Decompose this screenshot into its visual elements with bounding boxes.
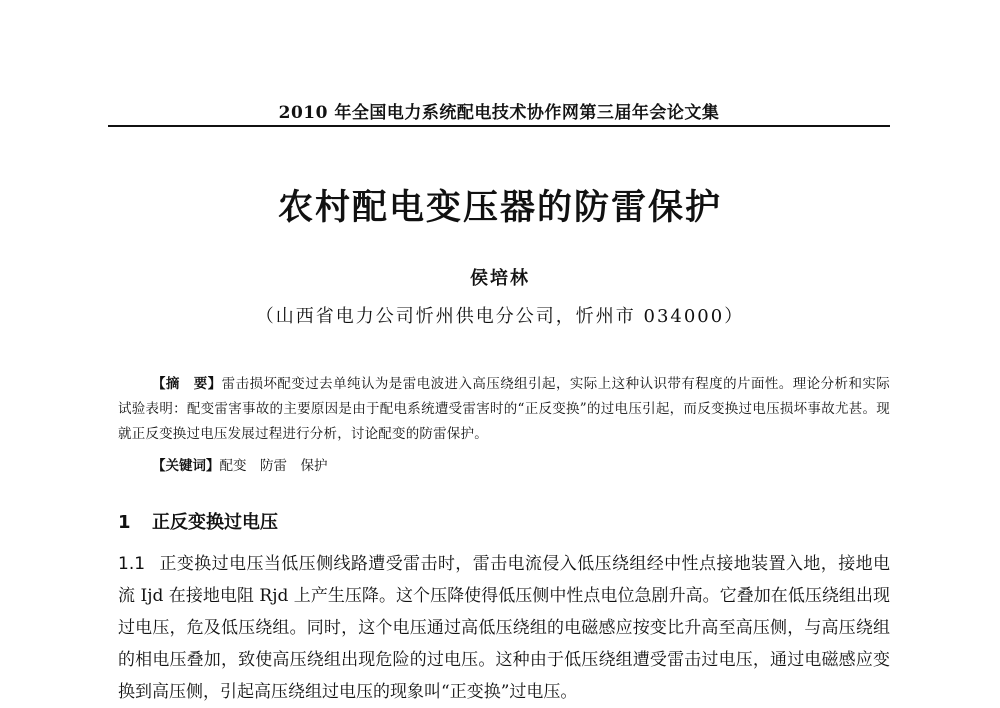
paragraph-text: 正变换过电压当低压侧线路遭受雷击时，雷击电流侵入低压绕组经中性点接地装置入地，接地电流 Ijd 在接地电阻 Rjd 上产生压降。这个压降使得低压侧中性点电位急剧升高。它叠加在低压绕组出现过电压，危及低压绕组。同时，这个电压通过高低压绕组的电磁感应按变比升高至高压侧，与高压绕组的相电压叠加，致使高压绕组出现危险的过电压。这种由于低压绕组遭受雷击过电压，通过电磁感应变换到高压侧，引起高压绕组过电压的现象叫“正变换”过电压。 [118, 554, 890, 702]
abstract-label: 【摘 要】 [152, 376, 222, 392]
abstract-text: 雷击损坏配变过去单纯认为是雷电波进入高压绕组引起，实际上这种认识带有程度的片面性。理论分析和实际试验表明：配变雷害事故的主要原因是由于配电系统遭受雷害时的“正反变换”的过电压引起，而反变换过电压损坏事故尤甚。现就正反变换过电压发展过程进行分析，讨论配变的防雷保护。 [118, 376, 891, 442]
running-header: 2010 年全国电力系统配电技术协作网第三届年会论文集 [278, 103, 720, 123]
keywords-text: 配变 防雷 保护 [219, 458, 328, 474]
section-number: 1 [118, 512, 131, 533]
author-name: 侯培林 [470, 268, 530, 289]
abstract [118, 372, 890, 447]
keywords [152, 456, 328, 476]
keywords-label: 【关键词】 [152, 458, 220, 474]
header-rule [108, 125, 890, 127]
paper-title: 农村配电变压器的防雷保护 [277, 188, 722, 228]
body-paragraph [118, 548, 890, 708]
section-heading [118, 508, 278, 534]
paragraph-number: 1.1 [118, 554, 146, 574]
author-affiliation: （山西省电力公司忻州供电分公司，忻州市 034000） [255, 306, 745, 327]
section-title: 正反变换过电压 [152, 512, 278, 533]
